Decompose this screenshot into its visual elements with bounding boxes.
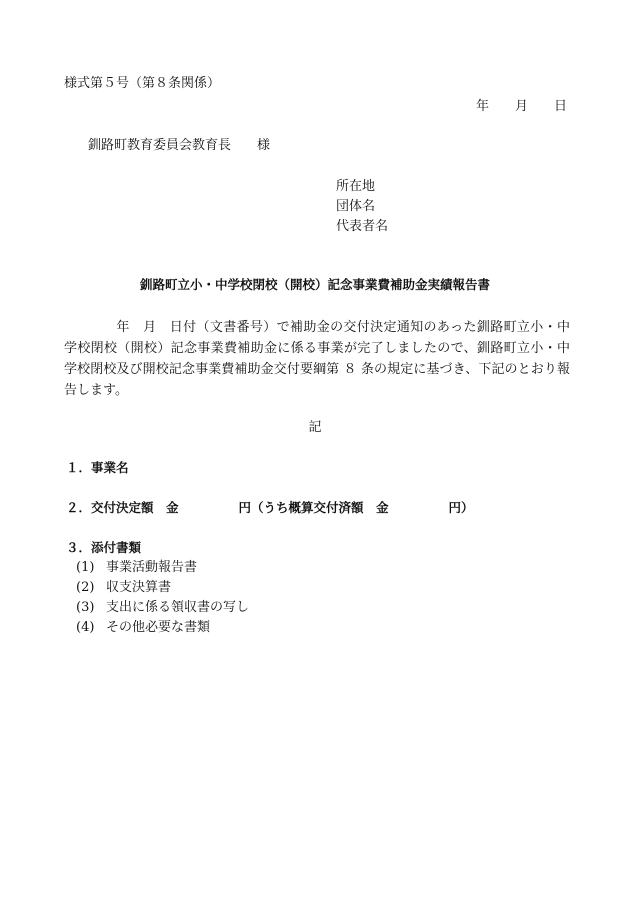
list-item [76,558,249,578]
attachment-label: 事業活動報告書 [106,560,198,575]
recipient: 釧路町教育委員会教育長 様 [88,138,271,153]
form-number: 様式第５号（第８条関係） [64,76,221,91]
ki-label: 記 [308,420,322,435]
list-item [76,598,249,618]
address-label: 所在地 [336,179,376,194]
item-project-name: １．事業名 [66,460,129,475]
grant-amount-label: ２．交付決定額 金 [66,500,179,515]
item-attachments: ３．添付書類 [66,540,142,555]
item-grant-amount [66,498,474,517]
date-day-label: 日 [553,99,567,114]
advance-amount-close: 円） [448,500,474,515]
date-year-label: 年 [475,99,489,114]
document-title: 釧路町立小・中学校閉校（開校）記念事業費補助金実績報告書 [139,277,490,292]
attachment-label: 支出に係る領収書の写し [106,600,250,615]
date-line [476,97,567,117]
date-month-label: 月 [514,99,528,114]
attachment-label: 収支決算書 [106,580,172,595]
list-item [76,578,249,598]
applicant-block [336,177,388,237]
attachment-number: (4) [76,620,95,635]
attachment-number: (1) [76,560,95,575]
organization-label: 団体名 [336,199,376,214]
attachment-number: (2) [76,580,95,595]
attachment-number: (3) [76,600,95,615]
attachment-label: その他必要な書類 [106,620,211,635]
list-item [76,618,249,638]
advance-amount-label: 円（うち概算交付済額 金 [238,500,389,515]
attachment-list [76,558,249,638]
body-text: 年 月 日付（文書番号）で補助金の交付決定通知のあった釧路町立小・中学校閉校（開校）記念事業費補助金に係る事業が完了しましたので、釧路町立小・中学校閉校及び開校記念事業費補助金交付要綱第 ８ 条の規定に基づき、下記のとおり報告します。 [64,320,570,398]
body-paragraph [64,317,570,401]
representative-label: 代表者名 [336,219,389,234]
